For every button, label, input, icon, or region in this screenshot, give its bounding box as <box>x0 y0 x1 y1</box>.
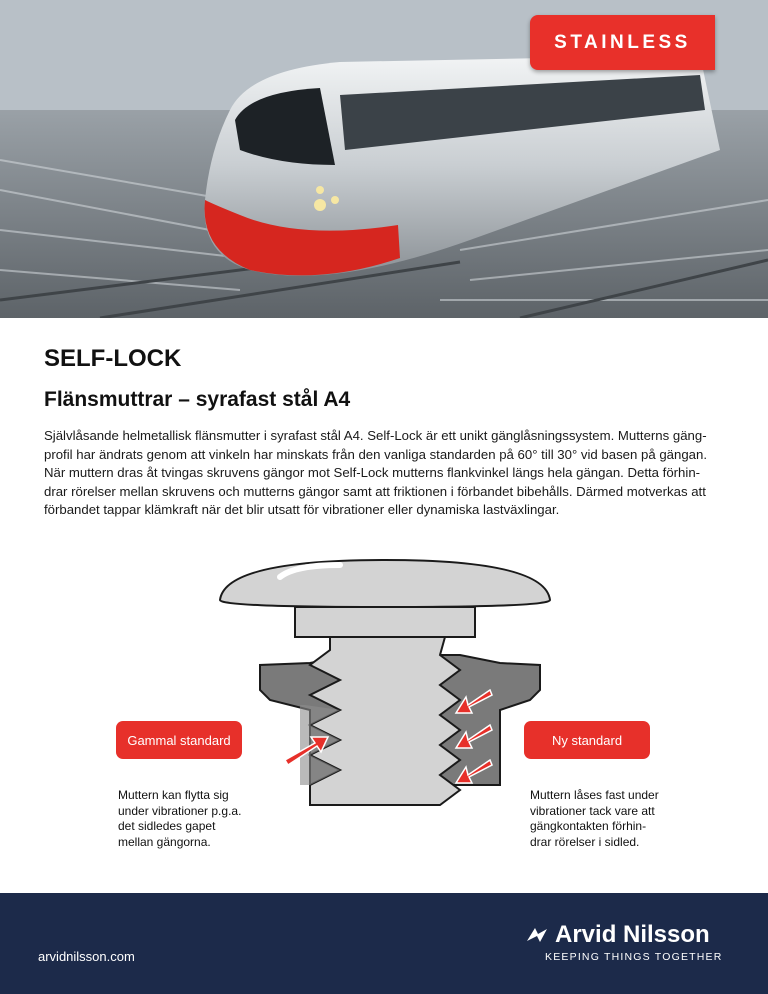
old-standard-description <box>118 788 278 850</box>
page-title: SELF-LOCK <box>44 345 182 372</box>
footer <box>0 893 768 994</box>
description-line: Självlåsande helmetallisk flänsmutter i syrafast stål A4. Self-Lock är ett unikt gänglåsningssystem. Mutterns gäng- <box>44 428 707 443</box>
old-desc-line: under vibrationer p.g.a. <box>118 803 242 818</box>
new-standard-description <box>530 788 690 850</box>
arvid-nilsson-logo-icon <box>525 925 549 945</box>
bolt-neck <box>295 607 475 637</box>
hero-image <box>0 0 768 318</box>
self-lock-diagram <box>200 555 570 815</box>
description-paragraph <box>44 427 734 520</box>
new-desc-line: gängkontakten förhin- <box>530 819 647 833</box>
description-line: När muttern dras åt tvingas skruvens gängor mot Self-Lock mutterns flankvinkel längs hela gängan. Detta förhin- <box>44 465 701 481</box>
brand-name: Arvid Nilsson <box>555 921 710 948</box>
brand-logo <box>525 921 710 949</box>
stainless-badge <box>530 15 715 70</box>
old-desc-line: det sidledes gapet <box>118 819 216 833</box>
bolt-head <box>220 560 550 607</box>
old-desc-line: Muttern kan flytta sig <box>118 788 229 802</box>
website-link[interactable]: arvidnilsson.com <box>38 949 135 964</box>
badge-text: STAINLESS <box>554 31 691 53</box>
threaded-shank <box>310 637 460 805</box>
new-standard-label: Ny standard <box>524 721 650 759</box>
description-line: profil har ändrats genom att vinkeln har minskats från den vanliga standarden på 60° till 30° vid basen på gängan. <box>44 446 708 462</box>
description-line: förbandet tappar klämkraft när det blir utsatt för vibrationer eller dynamiska lastväxlingar. <box>44 502 560 518</box>
new-desc-line: drar rörelser i sidled. <box>530 834 640 849</box>
new-desc-line: Muttern låses fast under <box>530 788 659 802</box>
old-standard-label: Gammal standard <box>116 721 242 759</box>
new-desc-line: vibrationer tack vare att <box>530 803 655 818</box>
description-line: drar rörelser mellan skruvens och mutterns gängor samt att friktionen i förbandet bibehålls. Därmed motverkas att <box>44 483 706 499</box>
old-desc-line: mellan gängorna. <box>118 834 211 849</box>
page-subtitle: Flänsmuttrar – syrafast stål A4 <box>44 388 351 411</box>
brand-tagline: KEEPING THINGS TOGETHER <box>545 951 723 963</box>
